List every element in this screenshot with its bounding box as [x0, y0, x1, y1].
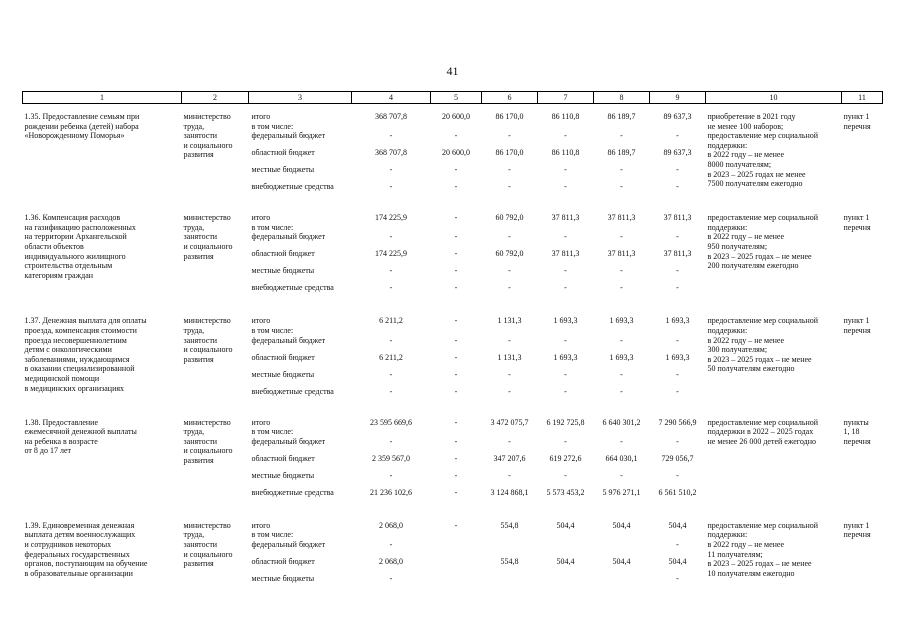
amount-cell: - — [676, 369, 679, 379]
amount-cell: - — [454, 283, 458, 293]
legal-basis: пункты 1, 18 перечня — [843, 417, 871, 446]
amount-cell: 37 811,3 — [663, 249, 692, 259]
amount-cell: 3 472 075,7 — [490, 417, 529, 427]
amount-cell: 86 170,0 — [495, 148, 524, 158]
column-number: 9 — [650, 92, 706, 104]
expected-result: предоставление мер социальной поддержки: в 2022 году – не менее 300 получателям; в 2023 – 2025 годах – не менее 50 получателям ежегодно — [707, 316, 819, 374]
amount-cell: 2 068,0 — [379, 556, 403, 566]
table-body — [23, 104, 883, 591]
amount-cell: - — [620, 131, 623, 141]
amount-cell: - — [508, 386, 511, 396]
amount-cell: 86 170,0 — [495, 112, 524, 121]
responsible-executor: министерство труда, занятости и социального развития — [183, 213, 233, 261]
expected-result: предоставление мер социальной поддержки в 2022 – 2025 годах не менее 26 000 детей ежегодно — [707, 417, 819, 446]
amount-cell: - — [676, 266, 679, 276]
column-number: 1 — [23, 92, 182, 104]
amount-cell: 20 600,0 — [442, 112, 470, 121]
amount-cell: 347 207,6 — [493, 453, 526, 463]
funding-source: итого в том числе: — [251, 520, 294, 540]
column-number: 3 — [249, 92, 352, 104]
amount-cell — [431, 540, 482, 557]
amount-cell: - — [454, 335, 458, 345]
amount-cell: - — [564, 335, 567, 345]
table-row — [23, 213, 883, 232]
table-row — [23, 418, 883, 437]
amount-cell: - — [389, 539, 393, 549]
amount-cell — [594, 540, 650, 557]
page-number: 41 — [446, 64, 459, 78]
amount-cell: 89 637,3 — [663, 112, 692, 121]
amount-cell: - — [454, 165, 458, 175]
amount-cell: 86 110,8 — [551, 148, 580, 158]
amount-cell: - — [676, 386, 679, 396]
column-number: 7 — [538, 92, 594, 104]
amount-cell: 504,4 — [612, 520, 631, 530]
column-number: 10 — [706, 92, 842, 104]
amount-cell: - — [564, 283, 567, 293]
amount-cell: - — [676, 470, 679, 480]
amount-cell: 5 976 271,1 — [602, 487, 641, 497]
amount-cell: - — [620, 283, 623, 293]
spacer-cell — [23, 404, 883, 418]
amount-cell: 554,8 — [500, 520, 519, 530]
amount-cell: - — [620, 436, 623, 446]
amount-cell: - — [389, 165, 393, 175]
column-number: 8 — [594, 92, 650, 104]
funding-source: областной бюджет — [251, 453, 315, 463]
amount-cell: 504,4 — [556, 520, 575, 530]
amount-cell: 368 707,8 — [375, 112, 407, 121]
responsible-executor: министерство труда, занятости и социального развития — [183, 417, 233, 465]
amount-cell: 60 792,0 — [495, 213, 524, 223]
amount-cell: - — [454, 436, 458, 446]
amount-cell: - — [508, 232, 511, 242]
column-number: 11 — [842, 92, 883, 104]
amount-cell: - — [676, 232, 679, 242]
amount-cell: 6 211,2 — [379, 352, 403, 362]
funding-source: местные бюджеты — [251, 266, 315, 276]
amount-cell: - — [454, 487, 458, 497]
funding-source: местные бюджеты — [251, 573, 315, 583]
legal-basis: пункт 1 перечня — [843, 316, 871, 335]
amount-cell: 37 811,3 — [551, 213, 580, 223]
amount-cell: 1 693,3 — [609, 352, 634, 362]
amount-cell: - — [620, 232, 623, 242]
funding-source: федеральный бюджет — [251, 539, 326, 549]
amount-cell: - — [389, 266, 393, 276]
amount-cell: - — [564, 131, 567, 141]
amount-cell: - — [676, 165, 679, 175]
funding-source: местные бюджеты — [251, 165, 315, 175]
measure-description: 1.35. Предоставление семьям при рождении ребенка (детей) набора «Новорожденному Поморья» — [24, 112, 140, 141]
column-number: 5 — [431, 92, 482, 104]
amount-cell: - — [564, 232, 567, 242]
amount-cell: 60 792,0 — [495, 249, 524, 259]
amount-cell: - — [454, 213, 458, 223]
amount-cell: - — [454, 520, 458, 530]
legal-basis: пункт 1 перечня — [843, 112, 871, 131]
amount-cell: 86 189,7 — [607, 112, 636, 121]
amount-cell: - — [389, 386, 393, 396]
funding-source: областной бюджет — [251, 249, 315, 259]
amount-cell: - — [389, 573, 393, 583]
table-row — [23, 112, 883, 131]
budget-table — [22, 91, 883, 591]
amount-cell: 1 693,3 — [665, 316, 690, 326]
amount-cell — [431, 557, 482, 574]
amount-cell: - — [676, 131, 679, 141]
amount-cell: 2 068,0 — [379, 520, 403, 530]
amount-cell: 174 225,9 — [375, 249, 407, 259]
amount-cell: 6 211,2 — [379, 316, 403, 326]
amount-cell: 504,4 — [556, 556, 575, 566]
amount-cell: - — [454, 316, 458, 326]
amount-cell: 2 359 567,0 — [372, 453, 410, 463]
amount-cell: - — [676, 436, 679, 446]
amount-cell: 504,4 — [668, 520, 687, 530]
funding-source: областной бюджет — [251, 352, 315, 362]
amount-cell: - — [454, 386, 458, 396]
spacer-cell — [23, 199, 883, 213]
funding-source: итого в том числе: — [251, 316, 294, 335]
header-row — [23, 92, 883, 104]
amount-cell: 7 290 566,9 — [658, 417, 697, 427]
funding-source: федеральный бюджет — [251, 131, 326, 141]
amount-cell: 89 637,3 — [663, 148, 692, 158]
funding-source: федеральный бюджет — [251, 436, 326, 446]
amount-cell: 21 236 102,6 — [370, 487, 412, 497]
amount-cell: 174 225,9 — [375, 213, 407, 223]
amount-cell: - — [508, 335, 511, 345]
amount-cell: 368 707,8 — [375, 148, 407, 158]
amount-cell: 5 573 453,2 — [546, 487, 585, 497]
amount-cell: - — [564, 266, 567, 276]
amount-cell: - — [620, 335, 623, 345]
amount-cell: - — [389, 283, 393, 293]
responsible-executor: министерство труда, занятости и социального развития — [183, 520, 233, 569]
amount-cell: - — [389, 335, 393, 345]
amount-cell: 23 595 669,6 — [370, 417, 412, 427]
funding-source: внебюджетные средства — [251, 386, 334, 396]
amount-cell: - — [389, 470, 393, 480]
amount-cell: 1 693,3 — [553, 316, 578, 326]
expected-result: предоставление мер социальной поддержки: в 2022 году – не менее 950 получателям; в 2023 – 2025 годах – не менее 200 получателям ежегодно — [707, 213, 819, 271]
amount-cell: 729 056,7 — [661, 453, 694, 463]
funding-source: внебюджетные средства — [251, 283, 334, 293]
spacer-row — [23, 104, 883, 113]
funding-source: областной бюджет — [251, 556, 315, 566]
amount-cell: - — [508, 131, 511, 141]
amount-cell: 37 811,3 — [607, 249, 636, 259]
amount-cell: 37 811,3 — [551, 249, 580, 259]
measure-description: 1.37. Денежная выплата для оплаты проезда, компенсация стоимости проезда несовершеннолетним детям с онкологическими заболеваниями, нуждающимся в оказании специализированной медицинской помощи в медицинских организациях — [24, 316, 147, 393]
amount-cell: - — [508, 283, 511, 293]
amount-cell: - — [564, 369, 567, 379]
funding-source: федеральный бюджет — [251, 232, 326, 242]
amount-cell: - — [508, 470, 511, 480]
amount-cell: - — [564, 386, 567, 396]
amount-cell: - — [620, 470, 623, 480]
spacer-cell — [23, 104, 883, 113]
table-row — [23, 316, 883, 335]
amount-cell: 504,4 — [612, 556, 631, 566]
amount-cell: 86 110,8 — [551, 112, 580, 121]
amount-cell: 6 192 725,8 — [546, 417, 585, 427]
amount-cell: 86 189,7 — [607, 148, 636, 158]
column-number: 2 — [182, 92, 249, 104]
amount-cell: - — [389, 369, 393, 379]
amount-cell: 1 693,3 — [553, 352, 578, 362]
amount-cell — [538, 540, 594, 557]
legal-basis: пункт 1 перечня — [843, 520, 871, 540]
spacer-row — [23, 300, 883, 316]
amount-cell: 1 693,3 — [665, 352, 690, 362]
amount-cell: 1 131,3 — [497, 352, 522, 362]
amount-cell — [538, 574, 594, 591]
amount-cell: - — [676, 335, 679, 345]
amount-cell: - — [454, 352, 458, 362]
funding-source: итого в том числе: — [251, 112, 294, 131]
legal-basis: пункт 1 перечня — [843, 213, 871, 232]
amount-cell: - — [454, 470, 458, 480]
column-number: 4 — [352, 92, 431, 104]
amount-cell: 3 124 868,1 — [490, 487, 529, 497]
spacer-row — [23, 199, 883, 213]
amount-cell: - — [508, 165, 511, 175]
amount-cell: - — [454, 182, 458, 192]
amount-cell: - — [454, 417, 458, 427]
amount-cell: 37 811,3 — [663, 213, 692, 223]
table-row — [23, 521, 883, 540]
amount-cell — [482, 540, 538, 557]
amount-cell — [482, 574, 538, 591]
amount-cell: - — [389, 182, 393, 192]
amount-cell: - — [564, 436, 567, 446]
amount-cell: - — [620, 369, 623, 379]
amount-cell: - — [620, 266, 623, 276]
amount-cell: 1 131,3 — [497, 316, 522, 326]
amount-cell: - — [454, 266, 458, 276]
amount-cell: 554,8 — [500, 556, 519, 566]
amount-cell: - — [564, 182, 567, 192]
spacer-row — [23, 404, 883, 418]
amount-cell: - — [676, 283, 679, 293]
responsible-executor: министерство труда, занятости и социального развития — [183, 112, 233, 160]
column-number: 6 — [482, 92, 538, 104]
amount-cell: - — [454, 131, 458, 141]
budget-table-container — [22, 91, 882, 591]
amount-cell: - — [508, 266, 511, 276]
amount-cell: - — [676, 182, 679, 192]
funding-source: внебюджетные средства — [251, 487, 334, 497]
amount-cell: 664 030,1 — [605, 453, 638, 463]
amount-cell: - — [389, 232, 393, 242]
measure-description: 1.38. Предоставление ежемесячной денежной выплаты на ребенка в возрасте от 8 до 17 лет — [24, 417, 137, 456]
funding-source: местные бюджеты — [251, 470, 315, 480]
spacer-row — [23, 505, 883, 521]
amount-cell: 6 640 301,2 — [602, 417, 641, 427]
funding-source: итого в том числе: — [251, 417, 294, 437]
funding-source: областной бюджет — [251, 148, 315, 158]
expected-result: приобретение в 2021 году не менее 100 наборов; предоставление мер социальной поддержки: в 2022 году – не менее 8000 получателям; в 2023 – 2025 годах не менее 7500 получателям ежегодно — [707, 112, 819, 189]
spacer-cell — [23, 505, 883, 521]
amount-cell: 504,4 — [668, 556, 687, 566]
funding-source: внебюджетные средства — [251, 182, 334, 192]
amount-cell: - — [454, 369, 458, 379]
expected-result: предоставление мер социальной поддержки: в 2022 году – не менее 11 получателям; в 2023 – 2025 годах – не менее 10 получателям ежегодно — [707, 520, 819, 578]
amount-cell: - — [564, 470, 567, 480]
measure-description: 1.39. Единовременная денежная выплата детям военнослужащих и сотрудников некоторых федеральных государственных органов, поступающим на обучение в образовательные организации — [24, 520, 148, 578]
amount-cell: - — [508, 436, 511, 446]
amount-cell: - — [508, 369, 511, 379]
measure-description: 1.36. Компенсация расходов на газификацию расположенных на территории Архангельской области объектов индивидуального жилищного строительства отдельным категориям граждан — [24, 213, 136, 280]
amount-cell: - — [389, 131, 393, 141]
funding-source: федеральный бюджет — [251, 335, 326, 345]
amount-cell: - — [564, 165, 567, 175]
amount-cell: - — [676, 539, 679, 549]
amount-cell: 20 600,0 — [442, 148, 470, 158]
responsible-executor: министерство труда, занятости и социального развития — [183, 316, 233, 364]
amount-cell: - — [454, 249, 458, 259]
amount-cell: 6 561 510,2 — [658, 487, 697, 497]
amount-cell: 619 272,6 — [549, 453, 582, 463]
amount-cell: - — [389, 436, 393, 446]
amount-cell: - — [620, 165, 623, 175]
spacer-cell — [23, 300, 883, 316]
amount-cell — [431, 574, 482, 591]
amount-cell: - — [454, 232, 458, 242]
amount-cell — [594, 574, 650, 591]
funding-source: местные бюджеты — [251, 369, 315, 379]
amount-cell: 1 693,3 — [609, 316, 634, 326]
amount-cell: - — [620, 386, 623, 396]
amount-cell: - — [620, 182, 623, 192]
amount-cell: 37 811,3 — [607, 213, 636, 223]
amount-cell: - — [508, 182, 511, 192]
funding-source: итого в том числе: — [251, 213, 294, 232]
amount-cell: - — [676, 573, 679, 583]
amount-cell: - — [454, 453, 458, 463]
